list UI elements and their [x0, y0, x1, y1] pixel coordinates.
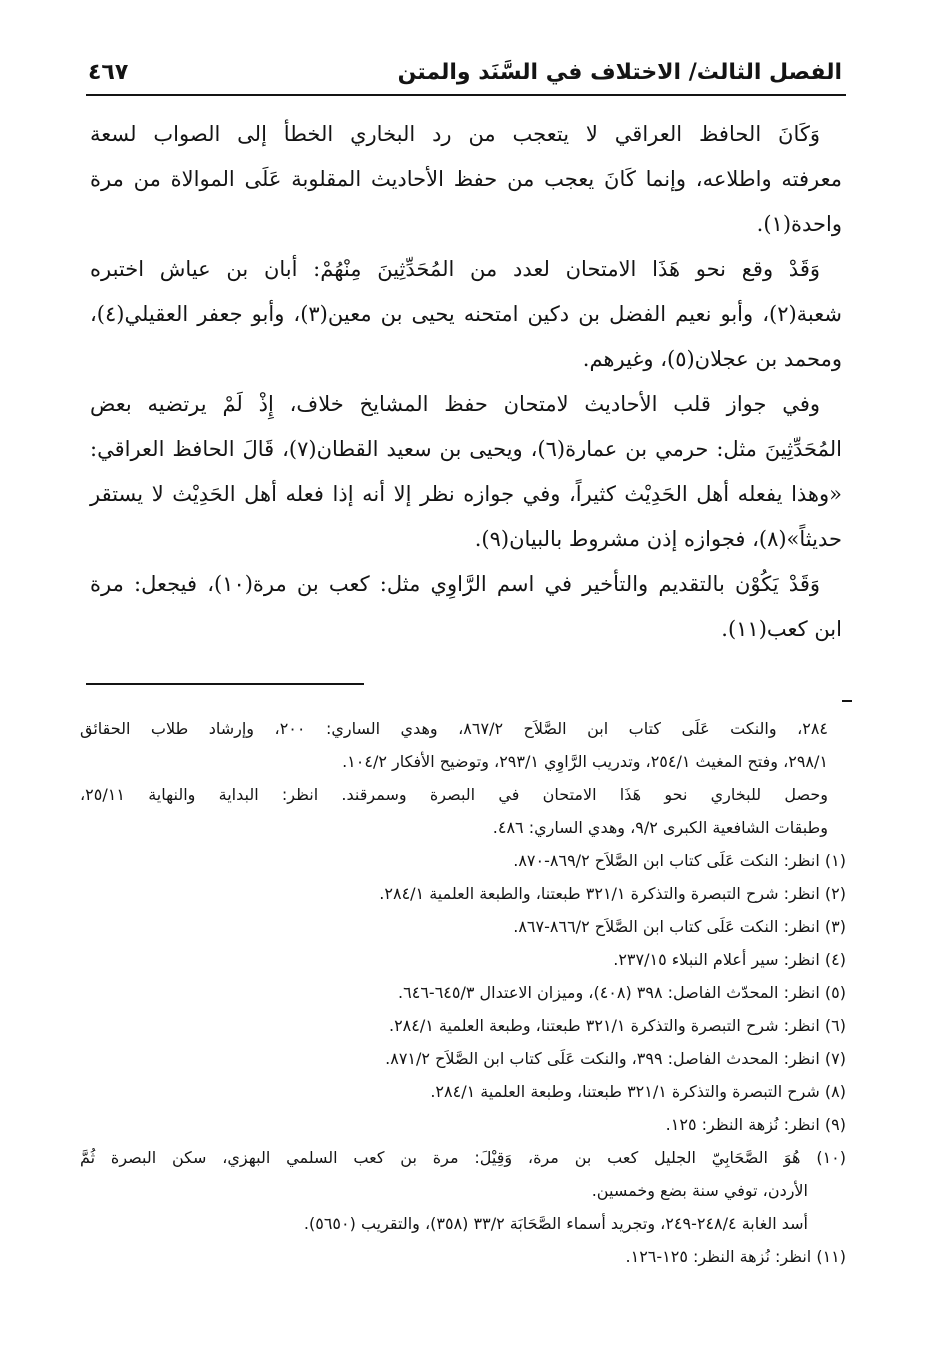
- footnote-line: (١٠) هُوَ الصَّحَابِيّ الجليل كعب بن مرة، وَقِيْلَ: مرة بن كعب السلمي البهزي، سكن البصرة ثُمَّ: [80, 1148, 846, 1167]
- footnotes: [80, 712, 846, 1273]
- footnote-line: ٢٨٤، والنكت عَلَى كتاب ابن الصَّلاَح ٨٦٧/٢، وهدي الساري: ٢٠٠، وإرشاد طلاب الحقائق: [80, 719, 829, 738]
- footnote-line: أسد الغابة ٢٤٨/٤-٢٤٩، وتجريد أسماء الصَّحَابَة ٣٣/٢ (٣٥٨)، والتقريب (٥٦٥٠).: [303, 1214, 808, 1233]
- body-line: وفي جواز قلب الأحاديث لامتحان حفظ المشايخ خلاف، إِذْ لَمْ يرتضيه بعض: [90, 392, 820, 416]
- body-line: وَقَدْ وقع نحو هَذَا الامتحان لعدد من المُحَدِّثِينَ مِنْهُمْ: أبان بن عياش اختبره: [90, 257, 820, 281]
- body-line: معرفته واطلاعه، وإنما كَانَ يعجب من حفظ الأحاديث المقلوبة عَلَى الموالاة من مرة: [90, 167, 842, 191]
- footnote-line: (٤) انظر: سير أعلام النبلاء ٢٣٧/١٥.: [613, 950, 846, 969]
- body-line: شعبة(٢)، وأبو نعيم الفضل بن دكين امتحنه يحيى بن معين(٣)، وأبو جعفر العقيلي(٤)،: [90, 302, 842, 326]
- footnote-separator: [86, 683, 364, 685]
- footnote-line: (٣) انظر: النكت عَلَى كتاب ابن الصَّلاَح ٨٦٦/٢-٨٦٧.: [513, 917, 846, 936]
- running-header-title: الفصل الثالث/ الاختلاف في السَّنَد والمتن: [397, 60, 842, 85]
- footnote-continuation-mark: [842, 700, 852, 702]
- main-text: [90, 112, 842, 652]
- body-line: حديثاً»(٨)، فجوازه إذن مشروط بالبيان(٩).: [474, 527, 842, 551]
- footnote-line: وطبقات الشافعية الكبرى ٩/٢، وهدي الساري: ٤٨٦.: [492, 818, 828, 837]
- page-number: ٤٦٧: [88, 60, 129, 85]
- body-line: «وهذا يفعله أهل الحَدِيْث كثيراً، وفي جوازه نظر إلا أنه إذا فعله أهل الحَدِيْث لا يستقر: [90, 482, 842, 506]
- footnote-line: (٥) انظر: المحدّث الفاصل: ٣٩٨ (٤٠٨)، وميزان الاعتدال ٦٤٥/٣-٦٤٦.: [398, 983, 846, 1002]
- footnote-line: (١) انظر: النكت عَلَى كتاب ابن الصَّلاَح ٨٦٩/٢-٨٧٠.: [513, 851, 846, 870]
- footnote-line: (٦) انظر: شرح التبصرة والتذكرة ٣٢١/١ طبعتنا، وطبعة العلمية ٢٨٤/١.: [388, 1016, 846, 1035]
- body-line: وَقَدْ يَكُوْن بالتقديم والتأخير في اسم الرَّاوِي مثل: كعب بن مرة(١٠)، فيجعل: مرة: [90, 572, 821, 596]
- footnote-line: ٢٩٨/١، وفتح المغيث ٢٥٤/١، وتدريب الرَّاوِي ٢٩٣/١، وتوضيح الأفكار ١٠٤/٢.: [342, 752, 828, 771]
- footnote-line: وحصل للبخاري نحو هَذَا الامتحان في البصرة وسمرقند. انظر: البداية والنهاية ٢٥/١١،: [80, 785, 828, 804]
- footnote-line: (٨) شرح التبصرة والتذكرة ٣٢١/١ طبعتنا، وطبعة العلمية ٢٨٤/١.: [430, 1082, 846, 1101]
- footnote-line: (٩) انظر: نُزهة النظر: ١٢٥.: [665, 1115, 846, 1134]
- footnote-line: (١١) انظر: نُزهة النظر: ١٢٥-١٢٦.: [625, 1247, 846, 1266]
- body-line: واحدة(١).: [756, 212, 842, 236]
- footnote-line: الأردن، توفي سنة بضع وخمسين.: [591, 1181, 808, 1200]
- body-line: ابن كعب(١١).: [721, 617, 842, 641]
- footnote-line: (٧) انظر: المحدث الفاصل: ٣٩٩، والنكت عَلَى كتاب ابن الصَّلاَح ٨٧١/٢.: [385, 1049, 846, 1068]
- body-line: ومحمد بن عجلان(٥)، وغيرهم.: [582, 347, 842, 371]
- footnote-line: (٢) انظر: شرح التبصرة والتذكرة ٣٢١/١ طبعتنا، والطبعة العلمية ٢٨٤/١.: [379, 884, 846, 903]
- body-line: وَكَانَ الحافظ العراقي لا يتعجب من رد البخاري الخطأ إلى الصواب لسعة: [90, 122, 820, 146]
- header-rule: [86, 94, 846, 96]
- body-line: المُحَدِّثِينَ مثل: حرمي بن عمارة(٦)، ويحيى بن سعيد القطان(٧)، قَالَ الحافظ العراقي:: [90, 437, 842, 461]
